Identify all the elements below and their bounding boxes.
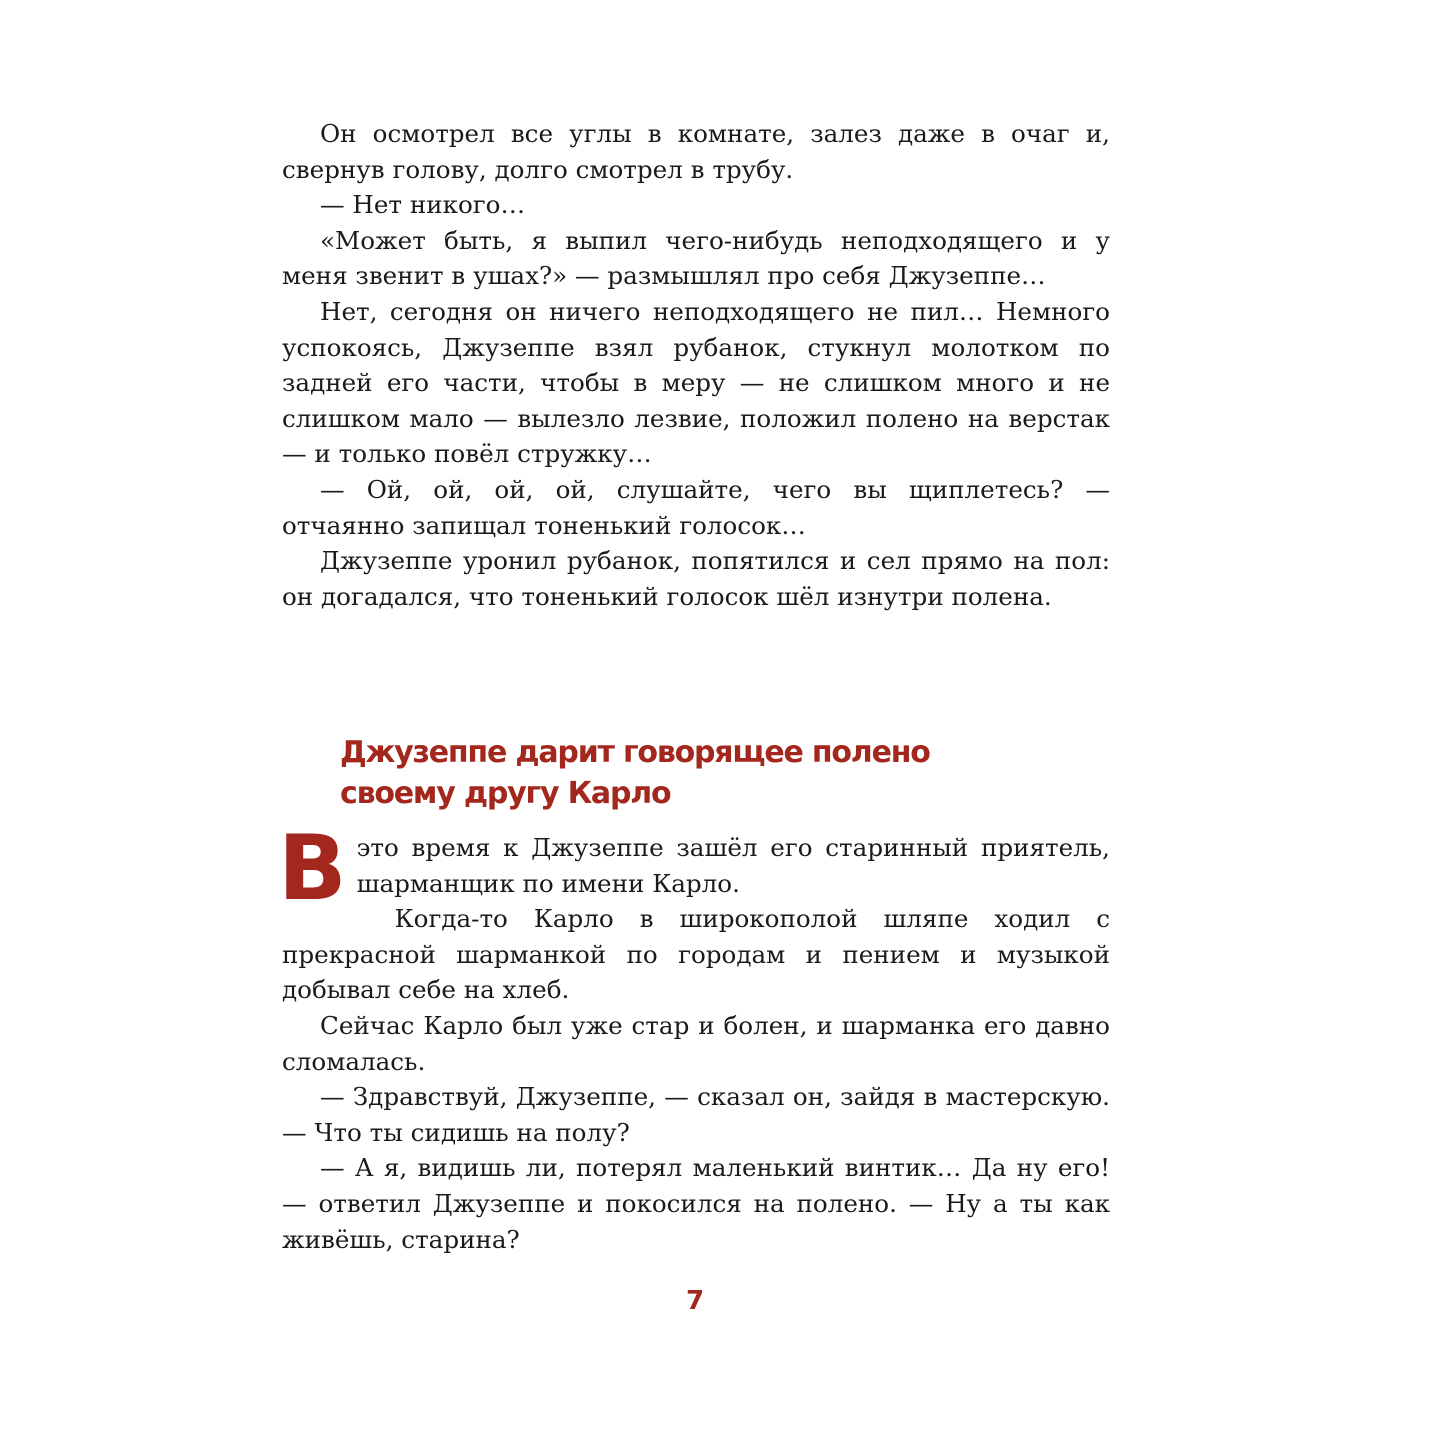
paragraph: Он осмотрел все углы в комнате, залез даже в очаг и, свернув голову, долго смотрел в трубу.	[282, 119, 1110, 184]
paragraph: — А я, видишь ли, потерял маленький винтик… Да ну его! — ответил Джузеппе и покосился на полено. — Ну а ты как живёшь, старина?	[282, 1153, 1110, 1254]
paragraph: — Нет никого…	[320, 190, 526, 220]
paragraph: Когда-то Карло в широкополой шляпе ходил с прекрасной шарманкой по городам и пением и музыкой добывал себе на хлеб.	[282, 904, 1110, 1005]
paragraph: Нет, сегодня он ничего неподходящего не пил… Немного успокоясь, Джузеппе взял рубанок, стукнул молотком по задней его части, чтобы в меру — не слишком много и не слишком мало — вылезло лезвие, положил полено на верстак — и только повёл стружку…	[282, 296, 1110, 469]
text-block-bottom	[278, 816, 1110, 1257]
paragraph: Джузеппе уронил рубанок, попятился и сел прямо на пол: он догадался, что тоненький голосок шёл изнутри полена.	[282, 546, 1110, 611]
paragraph: — Здравствуй, Джузеппе, — сказал он, зайдя в мастерскую. — Что ты сидишь на полу?	[282, 1082, 1110, 1147]
paragraph	[278, 816, 1110, 921]
chapter-title	[340, 732, 960, 814]
paragraph: — Ой, ой, ой, ой, слушайте, чего вы щиплетесь? — отчаянно запищал тоненький голосок…	[282, 474, 1110, 540]
text-block-top	[282, 116, 1110, 614]
paragraph: «Может быть, я выпил чего-нибудь неподходящего и у меня звенит в ушах?» — размышлял про себя Джузеппе…	[282, 225, 1110, 291]
chapter-title-line: Джузеппе дарит говорящее полено	[340, 735, 930, 770]
paragraph: Сейчас Карло был уже стар и болен, и шарманка его давно сломалась.	[282, 1010, 1110, 1076]
chapter-title-line: своему другу Карло	[340, 776, 671, 811]
page-number: 7	[685, 1286, 705, 1316]
drop-cap: В	[278, 816, 347, 921]
paragraph-text: это время к Джузеппе зашёл его старинный приятель, шарманщик по имени Карло.	[356, 833, 1110, 898]
